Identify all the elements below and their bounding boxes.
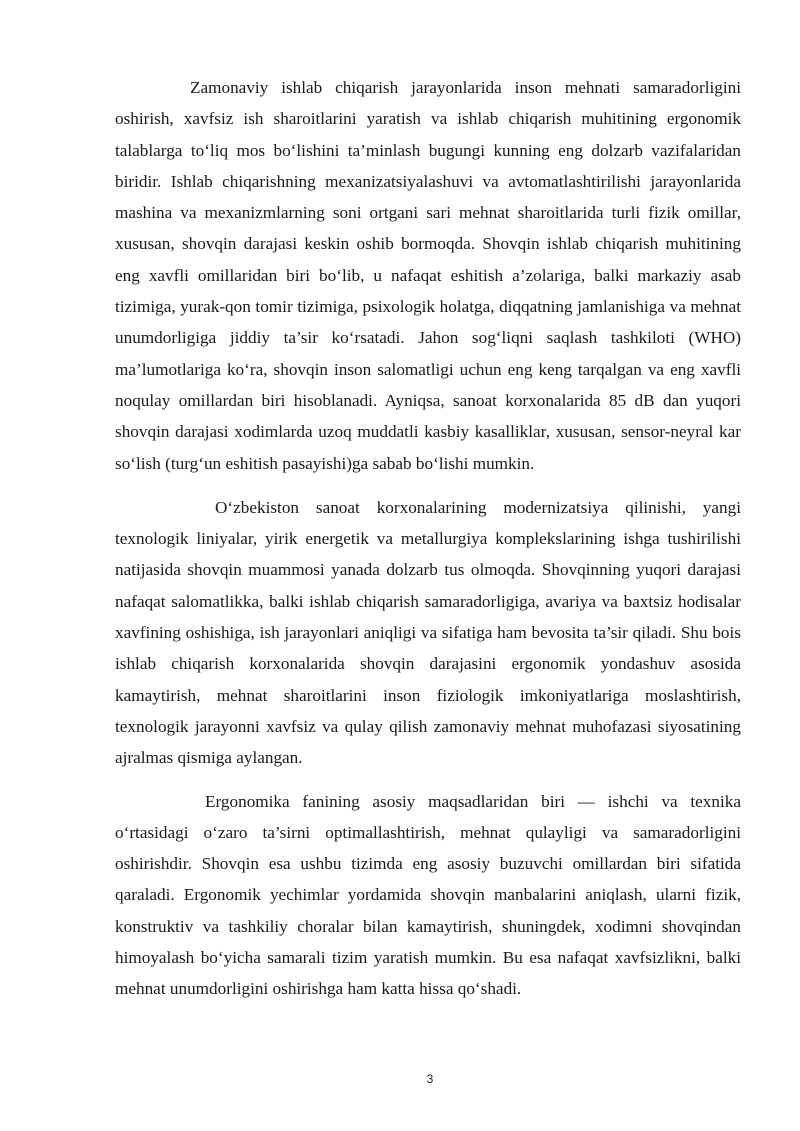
paragraph-3: Ergonomika fanining asosiy maqsadlaridan biri — ishchi va texnika o‘rtasidagi o‘zaro ta’sirni optimallashtirish, mehnat qulayligi va samaradorligini oshirishdir. Shovqin esa ushbu tizimda eng asosiy buzuvchi omillardan biri sifatida qaraladi. Ergonomik yechimlar yordamida shovqin manbalarini aniqlash, ularni fizik, konstruktiv va tashkiliy choralar bilan kamaytirish, shuningdek, xodimni shovqindan himoyalash bo‘yicha samarali tizim yaratish mumkin. Bu esa nafaqat xavfsizlikni, balki mehnat unumdorligini oshirishga ham katta hissa qo‘shadi. [115,791,741,999]
page-number: 3 [426,1072,434,1086]
document-body [115,72,741,1005]
paragraph-1: Zamonaviy ishlab chiqarish jarayonlarida inson mehnati samaradorligini oshirish, xavfsiz ish sharoitlarini yaratish va ishlab chiqarish muhitining ergonomik talablarga to‘liq mos bo‘lishini ta’minlash bugungi kunning eng dolzarb vazifalaridan biridir. Ishlab chiqarishning mexanizatsiyalashuvi va avtomatlashtirilishi jarayonlarida mashina va mexanizmlarning soni ortgani sari mehnat sharoitlarida turli fizik omillar, xususan, shovqin darajasi keskin oshib bormoqda. Shovqin ishlab chiqarish muhitining eng xavfli omillaridan biri bo‘lib, u nafaqat eshitish a’zolariga, balki markaziy asab tizimiga, yurak-qon tomir tizimiga, psixologik holatga, diqqatning jamlanishiga va mehnat unumdorligiga jiddiy ta’sir ko‘rsatadi. Jahon sog‘liqni saqlash tashkiloti (WHO) ma’lumotlariga ko‘ra, shovqin inson salomatligi uchun eng keng tarqalgan va eng xavfli noqulay omillardan biri hisoblanadi. Ayniqsa, sanoat korxonalarida 85 dB dan yuqori shovqin darajasi xodimlarda uzoq muddatli kasbiy kasalliklar, xususan, sensor-neyral kar so‘lish (turg‘un eshitish pasayishi)ga sabab bo‘lishi mumkin. [115,78,741,473]
paragraph-2: O‘zbekiston sanoat korxonalarining modernizatsiya qilinishi, yangi texnologik liniyalar, yirik energetik va metallurgiya komplekslarining ishga tushirilishi natijasida shovqin muammosi yanada dolzarb tus olmoqda. Shovqinning yuqori darajasi nafaqat salomatlikka, balki ishlab chiqarish samaradorligiga, avariya va baxtsiz hodisalar xavfining oshishiga, ish jarayonlari aniqligi va sifatiga ham bevosita ta’sir qiladi. Shu bois ishlab chiqarish korxonalarida shovqin darajasini ergonomik yondashuv asosida kamaytirish, mehnat sharoitlarini inson fiziologik imkoniyatlariga moslashtirish, texnologik jarayonni xavfsiz va qulay qilish zamonaviy mehnat muhofazasi siyosatining ajralmas qismiga aylangan. [115,497,741,768]
